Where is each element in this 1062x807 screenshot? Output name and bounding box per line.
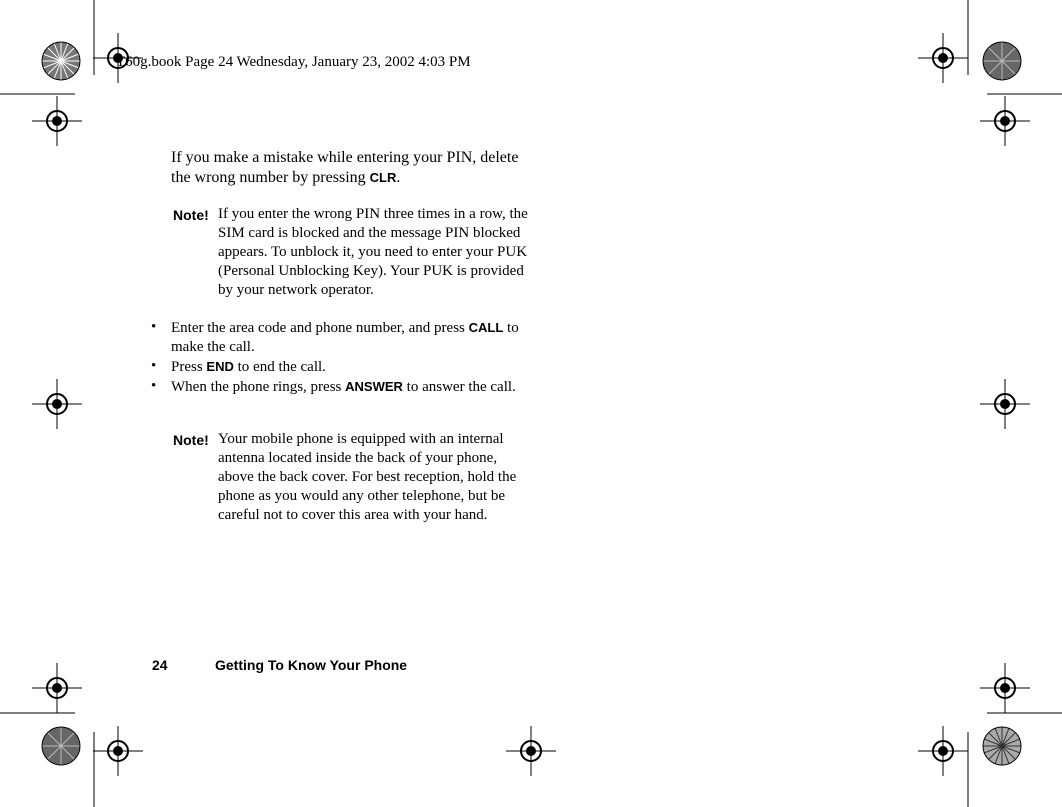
list-item (151, 377, 541, 397)
star-target-icon (41, 41, 81, 81)
registration-target-icon (980, 379, 1030, 429)
note-1-label: Note! (173, 207, 209, 223)
bullet-text-before: When the phone rings, press (171, 379, 346, 395)
star-target-icon (982, 41, 1022, 81)
intro-text-before: If you make a mistake while entering your PIN, delete the wrong number by pressing (171, 149, 519, 186)
bullet-text-after: to end the call. (233, 359, 326, 375)
intro-text-after: . (396, 169, 401, 186)
answer-key-label: ANSWER (345, 379, 403, 394)
star-target-icon (982, 726, 1022, 766)
note-1-text: If you enter the wrong PIN three times in a row, the SIM card is blocked and the message PIN blocked appears. To unblock it, you need to enter your PUK (Personal Unblocking Key). Your PUK is provided by your network operator. (218, 206, 528, 298)
call-key-label: CALL (468, 320, 504, 335)
bullet-marker: • (151, 319, 157, 335)
registration-target-icon (32, 96, 82, 146)
instruction-list (151, 318, 541, 397)
intro-paragraph (171, 148, 541, 188)
registration-target-icon (506, 726, 556, 776)
note-1-label-wrap (173, 207, 209, 225)
bullet-marker: • (151, 378, 157, 394)
note-2-label: Note! (173, 432, 209, 448)
registration-target-icon (93, 726, 143, 776)
footer-section-title: Getting To Know Your Phone (215, 657, 408, 673)
registration-target-icon (32, 663, 82, 713)
bullet-marker: • (151, 358, 157, 374)
registration-target-icon (918, 33, 968, 83)
bullet-text-before: Enter the area code and phone number, and press (171, 320, 469, 336)
list-item (151, 318, 541, 357)
page-slug: T60g.book Page 24 Wednesday, January 23, 2002 4:03 PM (116, 54, 471, 70)
bullet-text-after: to make the call. (171, 320, 519, 355)
registration-target-icon (980, 663, 1030, 713)
end-key-label: END (206, 359, 234, 374)
registration-target-icon (980, 96, 1030, 146)
list-item (151, 357, 541, 377)
registration-target-icon (918, 726, 968, 776)
page-number: 24 (152, 657, 168, 673)
bullet-text-before: Press (171, 359, 207, 375)
bullet-text-after: to answer the call. (402, 379, 516, 395)
note-2-label-wrap (173, 432, 209, 450)
star-target-icon (41, 726, 81, 766)
note-2-text: Your mobile phone is equipped with an internal antenna located inside the back of your phone, above the back cover. For best reception, hold the phone as you would any other telephone, but be careful not to cover this area with your hand. (218, 431, 517, 523)
clr-key-label: CLR (369, 170, 397, 185)
registration-target-icon (32, 379, 82, 429)
